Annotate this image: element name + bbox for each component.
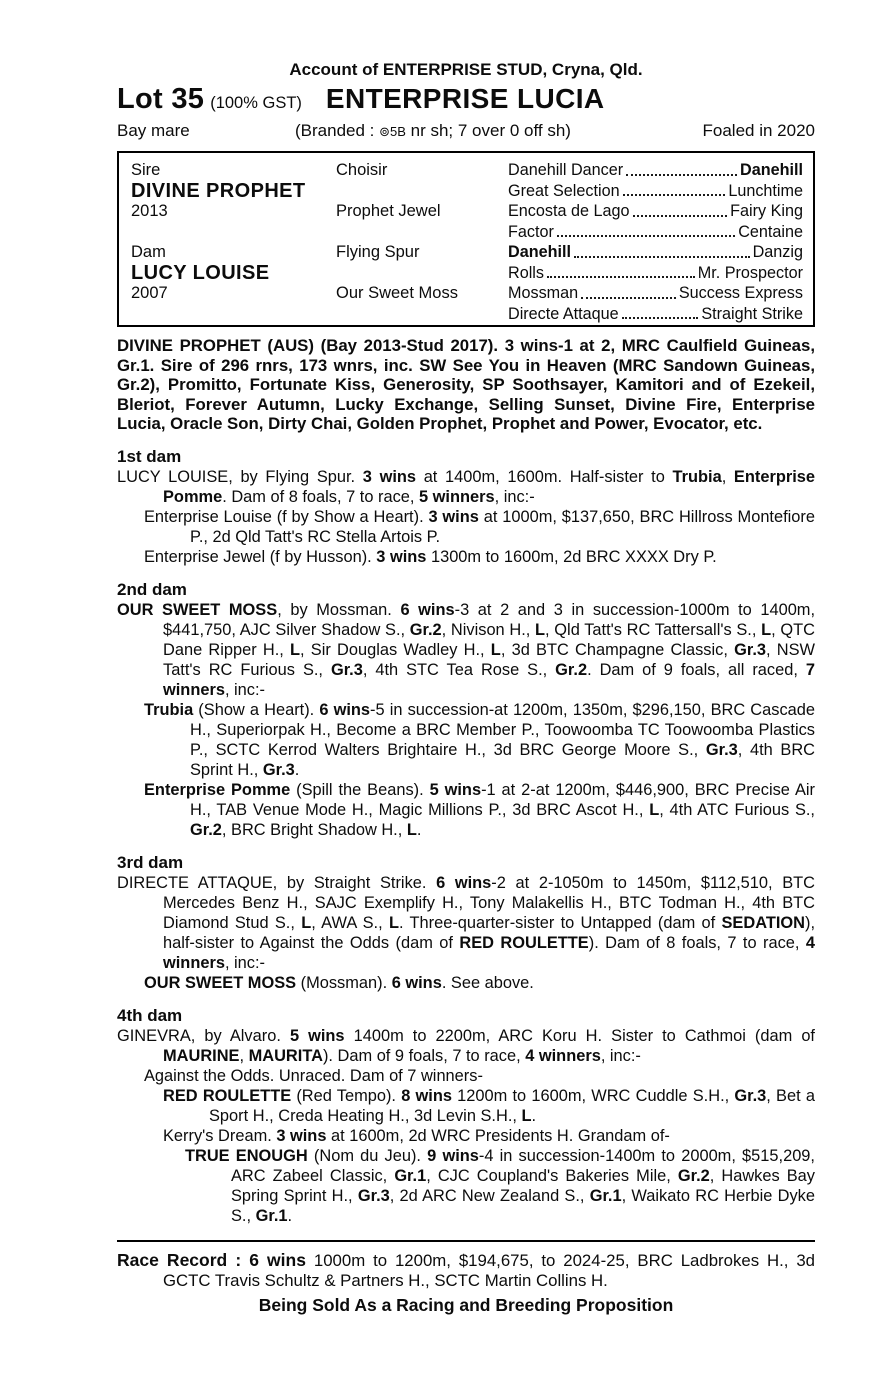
account-line: Account of ENTERPRISE STUD, Cryna, Qld. (289, 60, 643, 79)
pedigree-row (508, 201, 803, 222)
ancestor-name: Directe Attaque (508, 304, 619, 323)
ancestor-sire: Fairy King (730, 202, 803, 220)
ancestor-name: Rolls (508, 263, 544, 282)
dot-leader (547, 276, 695, 278)
dam-block (131, 242, 803, 324)
brand-prefix: (Branded : (295, 121, 380, 140)
progeny-entry: TRUE ENOUGH (Nom du Jeu). 9 wins-4 in succession-1400m to 2000m, $515,209, ARC Zabeel Classic, Gr.1, CJC Coupland's Bakeries Mile, Gr.2, Hawkes Bay Spring Sprint H., Gr.3, 2d ARC New Zealand S., Gr.1, Waikato RC Herbie Dyke S., Gr.1. (185, 1146, 815, 1225)
ancestor-name: Great Selection (508, 181, 620, 200)
dot-leader (622, 317, 699, 319)
dam-entry: OUR SWEET MOSS, by Mossman. 6 wins-3 at 2 and 3 in succession-1000m to 1400m, $441,750, AJC Silver Shadow S., Gr.2, Nivison H., L, Qld Tatt's RC Tattersall's S., L, QTC Dane Ripper H., L, Sir Douglas Wadley H., L, 3d BTC Champagne Classic, Gr.3, NSW Tatt's RC Furious S., Gr.3, 4th STC Tea Rose S., Gr.2. Dam of 9 foals, all raced, 7 winners, inc:- (117, 600, 816, 699)
section-2nd-dam (117, 580, 815, 840)
ancestor-name: Mossman (508, 284, 579, 302)
dam-entry: LUCY LOUISE, by Flying Spur. 3 wins at 1400m, 1600m. Half-sister to Trubia, Enterprise Pomme. Dam of 8 foals, 7 to race, 5 winners, inc:- (117, 467, 815, 506)
dam-sire: Flying Spur (336, 243, 420, 261)
dam-grandparents-column (508, 242, 803, 324)
progeny-entry: Kerry's Dream. 3 wins at 1600m, 2d WRC Presidents H. Grandam of- (163, 1126, 670, 1145)
sire-year: 2013 (131, 202, 168, 220)
ancestor-name: Danehill Dancer (508, 161, 624, 179)
ancestor-sire: Danzig (752, 243, 803, 261)
section-heading: 1st dam (117, 446, 182, 466)
sire-dam: Prophet Jewel (336, 202, 441, 220)
ancestor-name: Danehill (508, 243, 571, 261)
sire-name: DIVINE PROPHET (131, 179, 306, 202)
spacer (336, 222, 508, 243)
progeny-entry: Enterprise Pomme (Spill the Beans). 5 wins-1 at 2-at 1200m, $446,900, BRC Precise Air H., TAB Venue Mode H., Magic Millions P., 3d BRC Ascot H., L, 4th ATC Furious S., Gr.2, BRC Bright Shadow H., L. (144, 780, 815, 839)
pedigree-row (508, 304, 803, 325)
dam-dam: Our Sweet Moss (336, 284, 458, 302)
race-record: Race Record : 6 wins 1000m to 1200m, $194,675, to 2024-25, BRC Ladbrokes H., 3d GCTC Travis Schultz & Partners H., SCTC Martin Collins H. (117, 1249, 815, 1290)
lot-number: Lot 35 (117, 83, 205, 115)
sire-label: Sire (131, 161, 161, 179)
dot-leader (623, 194, 726, 196)
colour-sex: Bay mare (117, 121, 190, 140)
lot-line (117, 83, 815, 116)
ancestor-sire: Danehill (740, 161, 803, 179)
sire-column (131, 160, 336, 242)
sire-sire: Choisir (336, 161, 388, 179)
horse-name: ENTERPRISE LUCIA (325, 83, 605, 114)
ancestor-name: Encosta de Lago (508, 202, 630, 220)
dam-year: 2007 (131, 284, 168, 302)
progeny-entry: OUR SWEET MOSS (Mossman). 6 wins. See above. (144, 973, 534, 992)
dot-leader (581, 297, 676, 299)
progeny-entry: Trubia (Show a Heart). 6 wins-5 in succession-at 1200m, 1350m, $296,150, BRC Cascade H., Superiorpak H., Become a BRC Member P., Toowoomba TC Toowoomba Plastics P., SCTC Kerrod Walters Brightaire H., 3d BRC George Moore S., Gr.3, 4th BRC Sprint H., Gr.3. (144, 700, 815, 779)
ancestor-sire: Mr. Prospector (697, 263, 803, 282)
sire-grandparents-column (508, 160, 803, 242)
section-heading: 2nd dam (117, 579, 187, 599)
sire-parents-column (336, 160, 508, 242)
brand-symbol: ⊚5B (379, 124, 406, 139)
progeny-entry: Enterprise Jewel (f by Husson). 3 wins 1300m to 1600m, 2d BRC XXXX Dry P. (144, 547, 717, 566)
brand-suffix: nr sh; 7 over 0 off sh) (405, 121, 571, 140)
sale-condition-note: Being Sold As a Racing and Breeding Proposition (258, 1294, 674, 1315)
progeny-entry: Enterprise Louise (f by Show a Heart). 3 wins at 1000m, $137,650, BRC Hillross Montefiore P., 2d Qld Tatt's RC Stella Artois P. (144, 507, 815, 546)
dam-name: LUCY LOUISE (131, 261, 270, 284)
section-3rd-dam (117, 853, 815, 993)
sire-block (131, 160, 803, 242)
dot-leader (557, 235, 735, 237)
progeny-entry: RED ROULETTE (Red Tempo). 8 wins 1200m to 1600m, WRC Cuddle S.H., Gr.3, Bet a Sport H., Creda Heating H., 3d Levin S.H., L. (163, 1086, 815, 1125)
pedigree-row (508, 263, 803, 284)
spacer (336, 304, 508, 325)
pedigree-row (508, 283, 803, 304)
dot-leader (574, 256, 750, 258)
spacer (336, 181, 508, 202)
ancestor-sire: Centaine (738, 222, 803, 241)
pedigree-row (508, 222, 803, 243)
ancestor-sire: Straight Strike (701, 304, 803, 323)
pedigree-row (508, 242, 803, 263)
race-record-divider (117, 1240, 815, 1242)
dam-parents-column (336, 242, 508, 324)
pedigree-table (117, 151, 815, 327)
dam-column (131, 242, 336, 324)
spacer (336, 263, 508, 284)
sire-summary: DIVINE PROPHET (AUS) (Bay 2013-Stud 2017). 3 wins-1 at 2, MRC Caulfield Guineas, Gr.1. Sire of 296 rnrs, 173 wnrs, inc. SW See You in Heaven (MRC Sandown Guineas, Gr.2), Promitto, Fortunate Kiss, Generosity, SP Soothsayer, Kamitori and of Ezekeil, Bleriot, Forever Autumn, Lucky Exchange, Selling Sunset, Divine Fire, Enterprise Lucia, Oracle Son, Dirty Chai, Golden Prophet, Prophet and Power, Evocator, etc. (117, 336, 815, 434)
description-line (117, 120, 815, 143)
ancestor-sire: Success Express (678, 284, 803, 302)
section-1st-dam (117, 447, 815, 567)
dot-leader (633, 215, 728, 217)
pedigree-row (508, 160, 803, 181)
foaled-year: Foaled in 2020 (702, 121, 815, 140)
dam-label: Dam (131, 243, 166, 261)
progeny-entry: Against the Odds. Unraced. Dam of 7 winners- (144, 1066, 483, 1085)
section-heading: 4th dam (117, 1005, 183, 1025)
section-4th-dam (117, 1006, 815, 1226)
ancestor-sire: Lunchtime (728, 181, 803, 200)
dot-leader (626, 174, 737, 176)
brand-description (295, 120, 703, 143)
dam-entry: GINEVRA, by Alvaro. 5 wins 1400m to 2200m, ARC Koru H. Sister to Cathmoi (dam of MAURINE, MAURITA). Dam of 9 foals, 7 to race, 4 winners, inc:- (117, 1026, 815, 1065)
pedigree-row (508, 181, 803, 202)
dam-entry: DIRECTE ATTAQUE, by Straight Strike. 6 wins-2 at 2-1050m to 1450m, $112,510, BTC Mercedes Benz H., SAJC Exemplify H., Tony Malakellis H., BTC Todman H., 4th BTC Diamond Stud S., L, AWA S., L. Three-quarter-sister to Untapped (dam of SEDATION), half-sister to Against the Odds (dam of RED ROULETTE). Dam of 8 foals, 7 to race, 4 winners, inc:- (117, 873, 815, 972)
ancestor-name: Factor (508, 222, 554, 241)
section-heading: 3rd dam (117, 852, 184, 872)
gst-note: (100% GST) (210, 94, 302, 112)
